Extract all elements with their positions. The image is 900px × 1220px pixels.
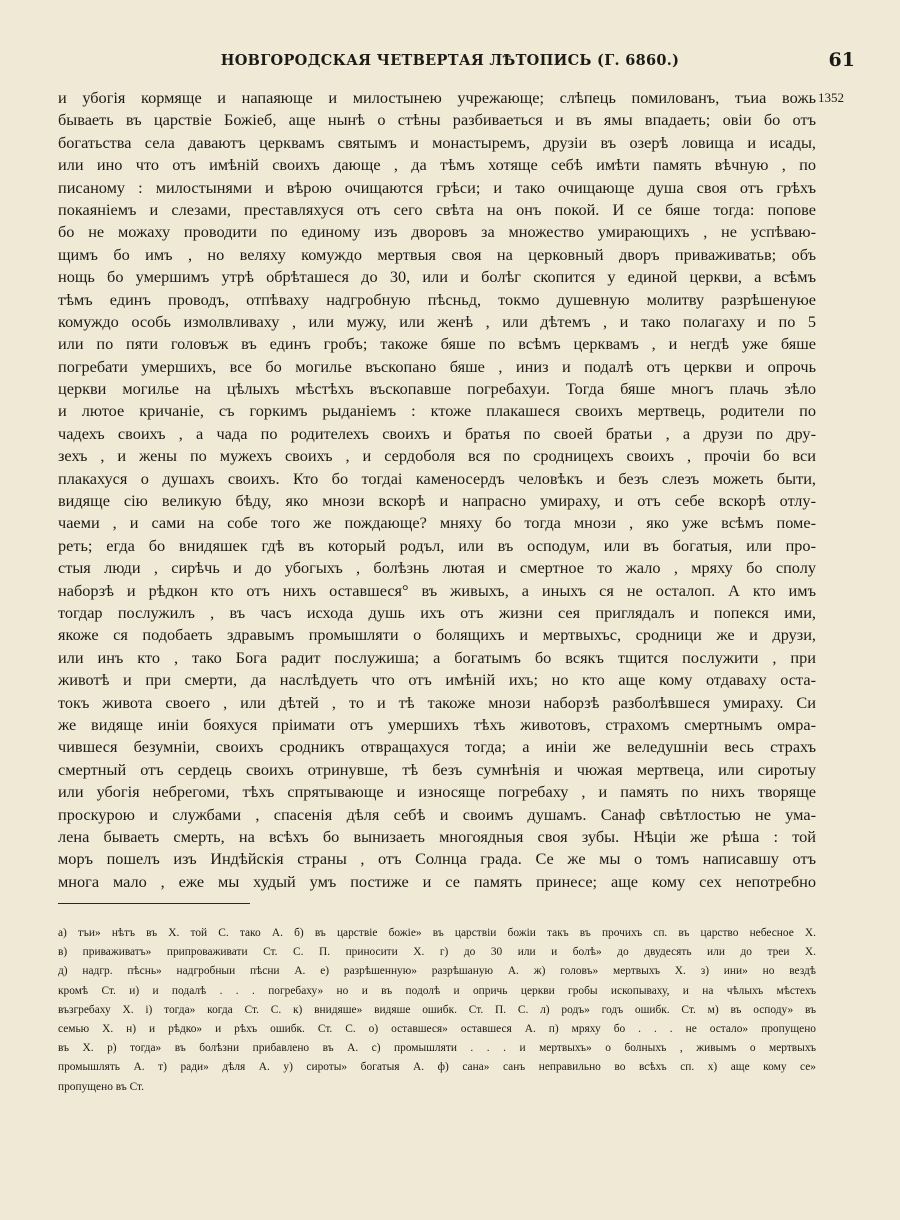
text-line: или инъ кто , тако Бога радит послужиша; а богатымъ бо всякъ тщится послужити , при [58,647,816,667]
text-line: чадехъ своихъ , а чада по родителехъ своихъ и братья по своей братьи , а друзи по дру- [58,423,816,443]
text-line: погребати умершихъ, все бо могилье въскопано бяше , иниз и подалѣ отъ церкви и опрочь [58,356,816,376]
text-line: реть; егда бо внидяшек гдѣ въ который родъл, или въ осподум, или въ богатыя, или про- [58,535,816,555]
text-line: наборзѣ и рѣдкон кто отъ нихъ оставшеся° въ живыхъ, а иныхъ ся не осталоп. А кто имъ [58,580,816,600]
footnote-rule [58,903,250,904]
text-line: якоже ся подобаеть здравымъ промышляти о болящихъ и мертвыхъс, сродници же и друзи, [58,625,816,645]
text-line: чаеми , и сами на собе того же пождающе? мняху бо тогда мнози , яко уже всѣмъ поме- [58,513,816,533]
text-line: или убогія небрегоми, тѣхъ спрятывающе и износяще погребаху , и память по нихъ творяще [58,782,816,802]
text-line: животѣ и при смерти, да наслѣдуеть что отъ имѣній ихъ; но кто аще кому отдаваху оста- [58,670,816,690]
text-line: и убогія кормяще и напаяюще и милостынею учрежающе; слѣпець помилованъ, тъиа вожь [58,88,816,107]
text-line: тогдар послужилъ , въ часъ исхода душь ихъ отъ жизни сея приглядалъ и попекся ими, [58,602,816,622]
footnotes [58,924,816,1097]
text-line: покаяніемъ и слезами, преставляхуся отъ сего свѣта на онъ покой. И се бяше тогда: попове [58,199,816,219]
text-line: же видяще иніи бояхуся пріимати отъ умершихъ тѣхъ животовъ, страхомъ смертнымъ омра- [58,714,816,734]
footnote-line: въ Х. р) тогда» въ болѣзни прибавлено въ А. с) промышляти . . . и мертвыхъ» о болныхъ , живымъ о мертвыхъ [58,1042,816,1055]
footnote-line: кромѣ Ст. и) и подалѣ . . . погребаху» но и въ подолѣ и опричь церкви гробы ископываху, и на чѣлыхъ мѣстехъ [58,984,816,997]
text-line: токъ живота своего , или дѣтей , то и тѣ такоже мнози наборзѣ разболѣвшеся умираху. Си [58,692,816,712]
text-line: щимъ бо имъ , но веляху комуждо мертвыя своя на церковный дворъ приваживатьв; объ [58,244,816,264]
text-line: и лютое кричаніе, съ горкимъ рыданіемъ : ктоже плакашеся своихъ мертвець, родители по [58,401,816,421]
footnote-line: пропущено въ Ст. [58,1080,144,1093]
footnote-line: а) тъи» нѣтъ въ Х. той С. тако А. б) въ царствіе божіе» въ царствіи божіи такъ въ прочихъ сп. въ царство небесное Х. [58,927,816,939]
text-line: нощь бо умершимъ утрѣ обрѣташеся до 30, или и болѣг скопится у единой церкви, а всѣмъ [58,267,816,287]
text-line: плакахуся о душахъ своихъ. Кто бо тогдаі каменосердъ человѣкъ и безъ слезъ можеть быти, [58,468,816,488]
text-line: или ино что отъ имѣній своихъ дающе , да тѣмъ хотяще себѣ имѣти память вѣчную , по [58,155,816,175]
text-line: комуждо особь измолвливаху , или мужу, или женѣ , или дѣтемъ , и тако полагаху и по 5 [58,311,816,331]
text-line: церкви могилье на цѣлыхъ мѣстѣхъ въскопавше погребахуи. Тогда бяше многъ плачь зѣло [58,379,816,399]
text-line: проскурою и службами , спасенія дѣля себѣ и своимъ душамъ. Санаф свѣтлостью не ума- [58,804,816,824]
text-line: смертный отъ сердець своихъ отринувше, тѣ безъ сумнѣнія и чюжая мертвеца, или сиротыу [58,759,816,779]
text-line: многа мало , еже мы худый умъ постиже и се память принесе; аще кому сех непотребно [58,871,816,891]
text-line: лена бываеть смерть, на всѣхъ бо вынизаеть многоядныя своя зубы. Нѣціи же рѣша : той [58,826,816,846]
footnote-line: промышлять А. т) ради» дѣля А. у) сироты» богатыя А. ф) сана» санъ неправильно во всѣхъ сп. х) аще кому се» [58,1061,816,1074]
margin-year-note: 1352 [818,90,844,105]
text-line: писаному : милостынями и вѣрою очищаются грѣси; и тако очищающе душа своя отъ грѣхъ [58,177,816,197]
footnote-line: в) приваживатъ» припроваживати Ст. С. П. приносити Х. г) до 30 или и болѣ» до двудесять или до трeи Х. [58,946,816,959]
text-line: богатьства села даваютъ церквамъ святымъ и монастыремъ, друзіи въ озерѣ ловища и исады, [58,132,816,152]
text-line: бо не можаху проводити по единому изъ дворовъ за множество умирающихъ , не успѣваю- [58,222,816,242]
text-line: моръ пошелъ изъ Индѣйскія страны , отъ Солнца града. Се же мы о томъ написавшу отъ [58,849,816,869]
page-title: НОВГОРОДСКАЯ ЧЕТВЕРТАЯ ЛѢТОПИСЬ (Г. 6860.) [220,52,680,69]
text-line: зехъ , и жены по мужехъ своихъ , и сердоболя вся по сродницехъ своихъ , прочіи бо вси [58,446,816,466]
text-line: чившеся безумніи, своихъ сродникъ отвращахуся тогда; а иніи же веледушніи весь страхъ [58,737,816,757]
text-line: тѣмъ единъ проводъ, отпѣваху надгробную пѣсньд, токмо душевную молитву разрѣшенуюе [58,289,816,309]
chronicle-text [58,87,816,893]
text-line: бываеть въ царствіе Божіеб, аще нынѣ о стѣны разбиваеться и въ ямы впадаеть; овіи бо отъ [58,110,816,130]
page-number: 61 [828,49,855,71]
footnote-line: възгребаху Х. і) тогда» когда Ст. С. к) внидяше» видяше ошибк. Ст. П. С. л) родъ» годъ ошибк. Ст. м) въ осподу» въ [58,1003,816,1016]
text-line: видяще сію великую бѣду, яко мнози вскорѣ и напрасно умираху, и отъ себе вскорѣ отлу- [58,491,816,511]
text-line: или по пяти головъж въ единъ гробъ; такоже бяше по всѣмъ церквамъ , и негдѣ уже бяше [58,334,816,354]
text-line: стыя люди , сирѣчь и до убогыхъ , болѣзнь лютая и смертное то жало , мряху бо сполу [58,558,816,578]
footnote-line: д) надгр. пѣснь» надгробныи пѣсни А. е) разрѣшенную» разрѣшаную А. ж) головъ» мертвыхъ Х. з) ини» но вездѣ [58,965,816,978]
running-header [45,49,855,74]
footnote-line: семью Х. н) и рѣдко» и рѣхъ ошибк. Ст. С. о) оставшеся» оставшеся А. п) мряху бо . . . не остало» пропущено [58,1022,816,1035]
